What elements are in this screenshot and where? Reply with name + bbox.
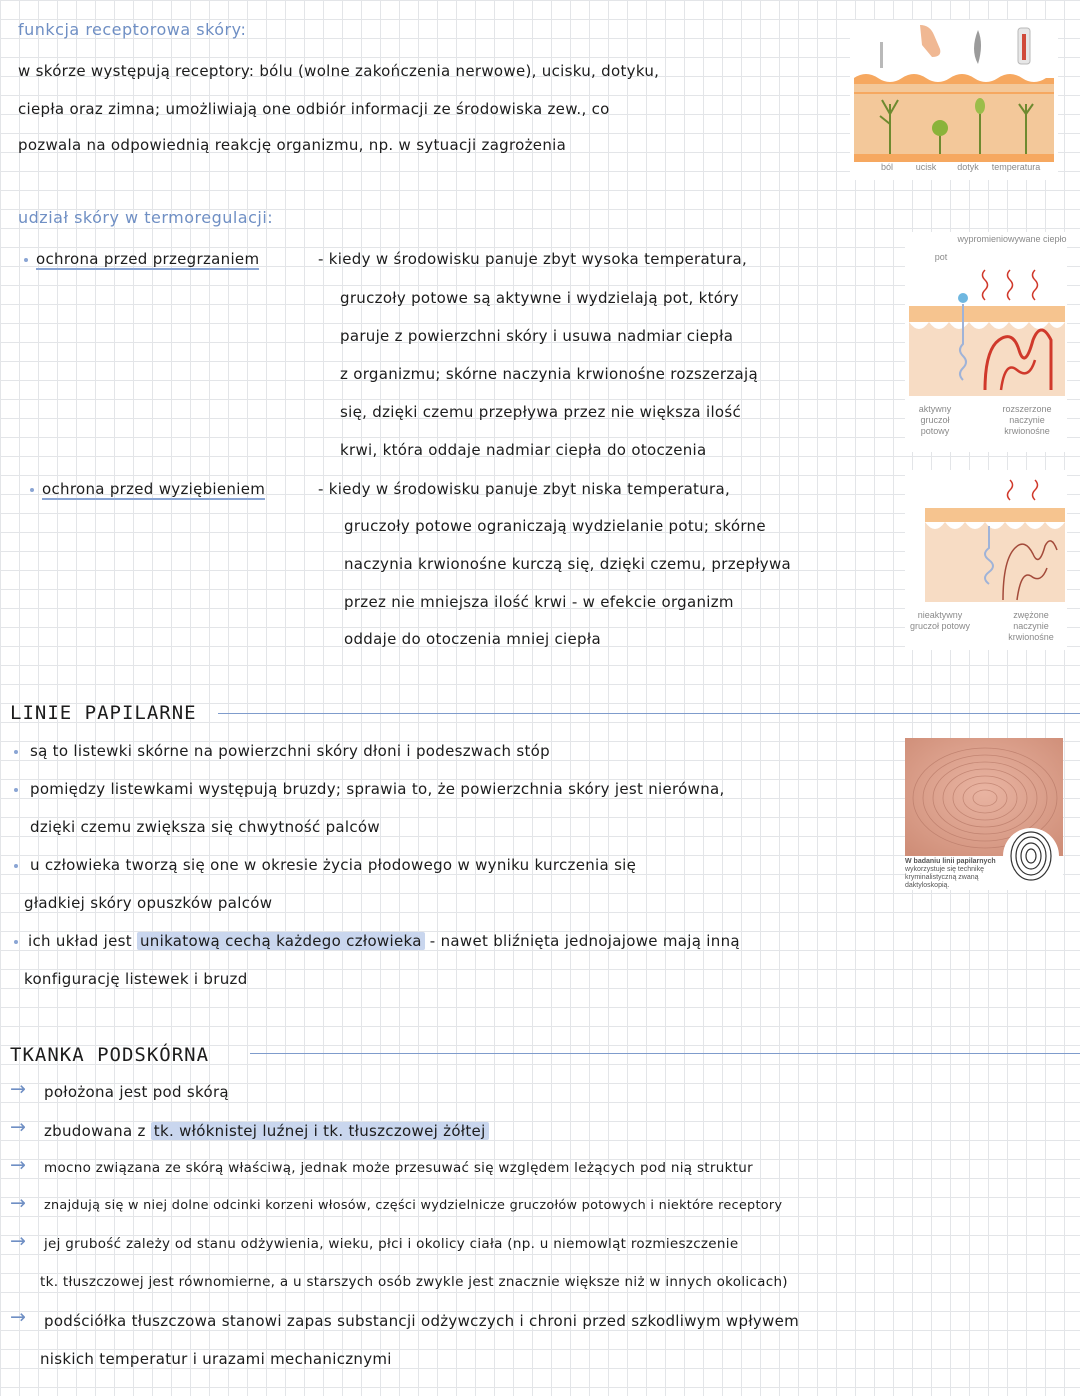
- cooling-line-2: gruczoły potowe ograniczają wydzielanie potu; skórne: [344, 517, 766, 535]
- label-pressure: ucisk: [915, 162, 937, 172]
- papillary-line-6-pre: ich układ jest: [28, 932, 132, 950]
- subcutis-heading: TKANKA PODSKÓRNA: [10, 1044, 210, 1066]
- thermo-figure-cold: [905, 470, 1067, 650]
- papillary-line-2: pomiędzy listewkami występują bruzdy; sprawia to, że powierzchnia skóry jest nierówna,: [30, 780, 725, 798]
- arrow-icon: →: [10, 1154, 26, 1176]
- overheat-line-2: gruczoły potowe są aktywne i wydzielają pot, który: [340, 289, 739, 307]
- thermo-figure-heat: [905, 232, 1067, 452]
- overheat-line-3: paruje z powierzchni skóry i usuwa nadmiar ciepła: [340, 327, 734, 345]
- cooling-line-3: naczynia krwionośne kurczą się, dzięki czemu, przepływa: [344, 555, 792, 573]
- cooling-term: ochrona przed wyziębieniem: [42, 480, 266, 498]
- papillary-line-4: u człowieka tworzą się one w okresie życia płodowego w wyniku kurczenia się: [30, 856, 637, 874]
- fingerprint-caption: [905, 858, 1001, 890]
- label-inactive-gland: nieaktywny gruczoł potowy: [909, 610, 971, 631]
- heat-illustration: [905, 260, 1067, 400]
- caption-text: wykorzystuje się technikę kryminalistyczną zwaną daktyloskopią.: [905, 866, 984, 889]
- cooling-line-1: - kiedy w środowisku panuje zbyt niska temperatura,: [318, 480, 731, 498]
- subcutis-item-6: podściółka tłuszczowa stanowi zapas substancji odżywczych i chroni przed szkodliwym wpływem: [44, 1312, 800, 1330]
- bullet-dot: [14, 864, 18, 868]
- overheat-term: ochrona przed przegrzaniem: [36, 250, 260, 268]
- arrow-icon: →: [10, 1116, 26, 1138]
- bullet-dot: [14, 750, 18, 754]
- subcutis-item-2-pre: zbudowana z: [44, 1122, 146, 1140]
- papillary-line-6-post: - nawet bliźnięta jednojajowe mają inną: [429, 932, 740, 950]
- papillary-heading: LINIE PAPILARNE: [10, 702, 197, 724]
- receptor-line-3: pozwala na odpowiednią reakcję organizmu, np. w sytuacji zagrożenia: [18, 136, 567, 154]
- subcutis-item-6-cont: niskich temperatur i urazami mechanicznymi: [40, 1350, 392, 1368]
- section-divider: [218, 713, 1080, 714]
- label-temperature: temperatura: [991, 162, 1041, 172]
- label-active-gland: aktywny gruczoł potowy: [918, 404, 952, 436]
- label-sweat: pot: [934, 252, 948, 262]
- bullet-dot: [14, 788, 18, 792]
- bullet-dot: [14, 940, 18, 944]
- bullet-dot: [24, 258, 28, 262]
- overheat-line-5: się, dzięki czemu przepływa przez nie większa ilość: [340, 403, 742, 421]
- label-constricted-vessel: zwężone naczynie krwionośne: [1008, 610, 1054, 642]
- receptor-figure: [850, 20, 1058, 180]
- arrow-icon: →: [10, 1078, 26, 1100]
- receptor-line-2: ciepła oraz zimna; umożliwiają one odbiór informacji ze środowiska zew., co: [18, 100, 610, 118]
- subcutis-item-5: jej grubość zależy od stanu odżywienia, wieku, płci i okolicy ciała (np. u niemowląt rozmieszczenie: [44, 1236, 739, 1252]
- subcutis-item-5-cont: tk. tłuszczowej jest równomierne, a u starszych osób zwykle jest znacznie większe niż w innych okolicach): [40, 1274, 788, 1290]
- bullet-dot: [30, 488, 34, 492]
- label-dilated-vessel: rozszerzone naczynie krwionośne: [1002, 404, 1052, 436]
- label-touch: dotyk: [957, 162, 979, 172]
- label-pain: ból: [880, 162, 893, 172]
- papillary-line-1: są to listewki skórne na powierzchni skóry dłoni i podeszwach stóp: [30, 742, 550, 760]
- overheat-line-4: z organizmu; skórne naczynia krwionośne rozszerzają: [340, 365, 758, 383]
- skin-receptors-illustration: [850, 20, 1058, 170]
- papillary-highlight: unikatową cechą każdego człowieka: [137, 932, 425, 950]
- arrow-icon: →: [10, 1192, 26, 1214]
- label-radiated-heat: wypromieniowywane ciepło: [957, 234, 1067, 244]
- papillary-line-3: dzięki czemu zwiększa się chwytność palców: [30, 818, 380, 836]
- caption-bold: W badaniu linii papilarnych: [905, 858, 996, 865]
- cooling-line-5: oddaje do otoczenia mniej ciepła: [344, 630, 601, 648]
- thermo-heading: udział skóry w termoregulacji:: [18, 208, 274, 227]
- overheat-line-6: krwi, która oddaje nadmiar ciepła do otoczenia: [340, 441, 707, 459]
- subcutis-item-2: [44, 1122, 489, 1140]
- overheat-line-1: - kiedy w środowisku panuje zbyt wysoka temperatura,: [318, 250, 748, 268]
- arrow-icon: →: [10, 1306, 26, 1328]
- papillary-line-7: konfigurację listewek i bruzd: [24, 970, 248, 988]
- cold-illustration: [905, 470, 1067, 602]
- fingerprint-figure: [905, 738, 1063, 890]
- papillary-line-6: [28, 932, 740, 950]
- subcutis-item-1: położona jest pod skórą: [44, 1083, 229, 1101]
- subcutis-highlight: tk. włóknistej luźnej i tk. tłuszczowej żółtej: [151, 1122, 489, 1140]
- receptor-heading: funkcja receptorowa skóry:: [18, 20, 247, 39]
- receptor-line-1: w skórze występują receptory: bólu (wolne zakończenia nerwowe), ucisku, dotyku,: [18, 62, 660, 80]
- subcutis-item-4: znajdują się w niej dolne odcinki korzeni włosów, części wydzielnicze gruczołów potowych i niektóre receptory: [44, 1198, 783, 1213]
- cooling-line-4: przez nie mniejsza ilość krwi - w efekcie organizm: [344, 593, 734, 611]
- section-divider: [250, 1053, 1080, 1054]
- subcutis-item-3: mocno związana ze skórą właściwą, jednak może przesuwać się względem leżących pod nią struktur: [44, 1160, 753, 1176]
- papillary-line-5: gładkiej skóry opuszków palców: [24, 894, 273, 912]
- arrow-icon: →: [10, 1230, 26, 1252]
